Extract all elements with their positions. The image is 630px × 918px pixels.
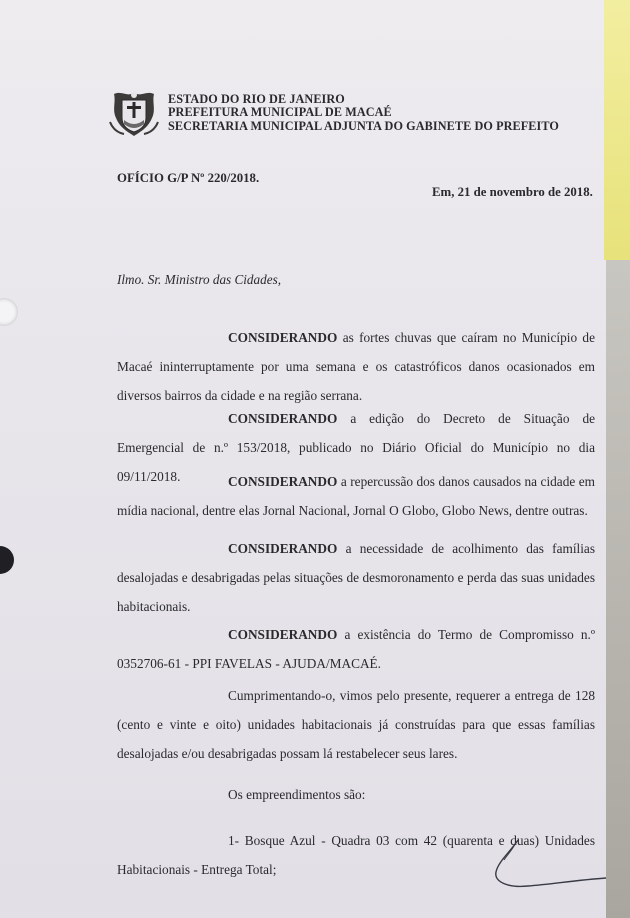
paragraph-text: a repercussão dos danos causados na cidade em mídia nacional, dentre elas Jornal Nacional, Jornal O Globo, Globo News, dentre outras. — [117, 474, 595, 518]
request-text: Cumprimentando-o, vimos pelo presente, requerer a entrega de 128 (cento e vinte e oito) unidades habitacionais já construídas para que essas famílias desalojadas e/ou desabrigadas possam lá restabelecer seus lares. — [117, 688, 595, 761]
header-prefecture: PREFEITURA MUNICIPAL DE MACAÉ — [168, 105, 392, 120]
project-item-text: 1- Bosque Azul - Quadra 03 com 42 (quarenta e duas) Unidades Habitacionais - Entrega Total; — [117, 833, 595, 877]
letterhead-text — [168, 93, 559, 134]
considerando-paragraph — [117, 467, 595, 525]
header-state: ESTADO DO RIO DE JANEIRO — [168, 91, 345, 106]
paragraph-text: a existência do Termo de Compromisso n.º 0352706-61 - PPI FAVELAS - AJUDA/MACAÉ. — [117, 627, 595, 671]
signature-scribble — [488, 838, 608, 898]
background-surface — [606, 260, 630, 918]
paragraph-lead: CONSIDERANDO — [228, 411, 338, 426]
projects-intro — [117, 780, 595, 809]
paragraph-lead: CONSIDERANDO — [228, 474, 338, 489]
paragraph-text: a edição do Decreto de Situação de Emergencial de n.º 153/2018, publicado no Diário Oficial do Município no dia 09/11/2018. — [117, 411, 595, 484]
considerando-paragraph — [117, 534, 595, 621]
background-yellow-paper — [604, 0, 630, 260]
paragraph-lead: CONSIDERANDO — [228, 627, 338, 642]
considerando-paragraph — [117, 620, 595, 678]
letterhead — [108, 88, 559, 138]
header-secretariat: SECRETARIA MUNICIPAL ADJUNTA DO GABINETE DO PREFEITO — [168, 118, 559, 133]
document-reference: OFÍCIO G/P Nº 220/2018. — [117, 171, 260, 185]
punch-hole-top — [0, 298, 18, 326]
paragraph-lead: CONSIDERANDO — [228, 330, 338, 345]
salutation: Ilmo. Sr. Ministro das Cidades, — [117, 272, 281, 287]
document-date: Em, 21 de novembro de 2018. — [432, 185, 593, 199]
request-paragraph — [117, 681, 595, 768]
paragraph-text: as fortes chuvas que caíram no Município de Macaé ininterruptamente por uma semana e os catastróficos danos ocasionados em diversos bairros da cidade e na região serrana. — [117, 330, 595, 403]
paragraph-lead: CONSIDERANDO — [228, 541, 338, 556]
municipal-crest-icon — [108, 88, 160, 138]
paragraph-text: a necessidade de acolhimento das famílias desalojadas e desabrigadas pelas situações de desmoronamento e perda das suas unidades habitacionais. — [117, 541, 595, 614]
punch-hole-bottom — [0, 546, 14, 574]
considerando-paragraph — [117, 323, 595, 410]
projects-intro-text: Os empreendimentos são: — [228, 787, 366, 802]
